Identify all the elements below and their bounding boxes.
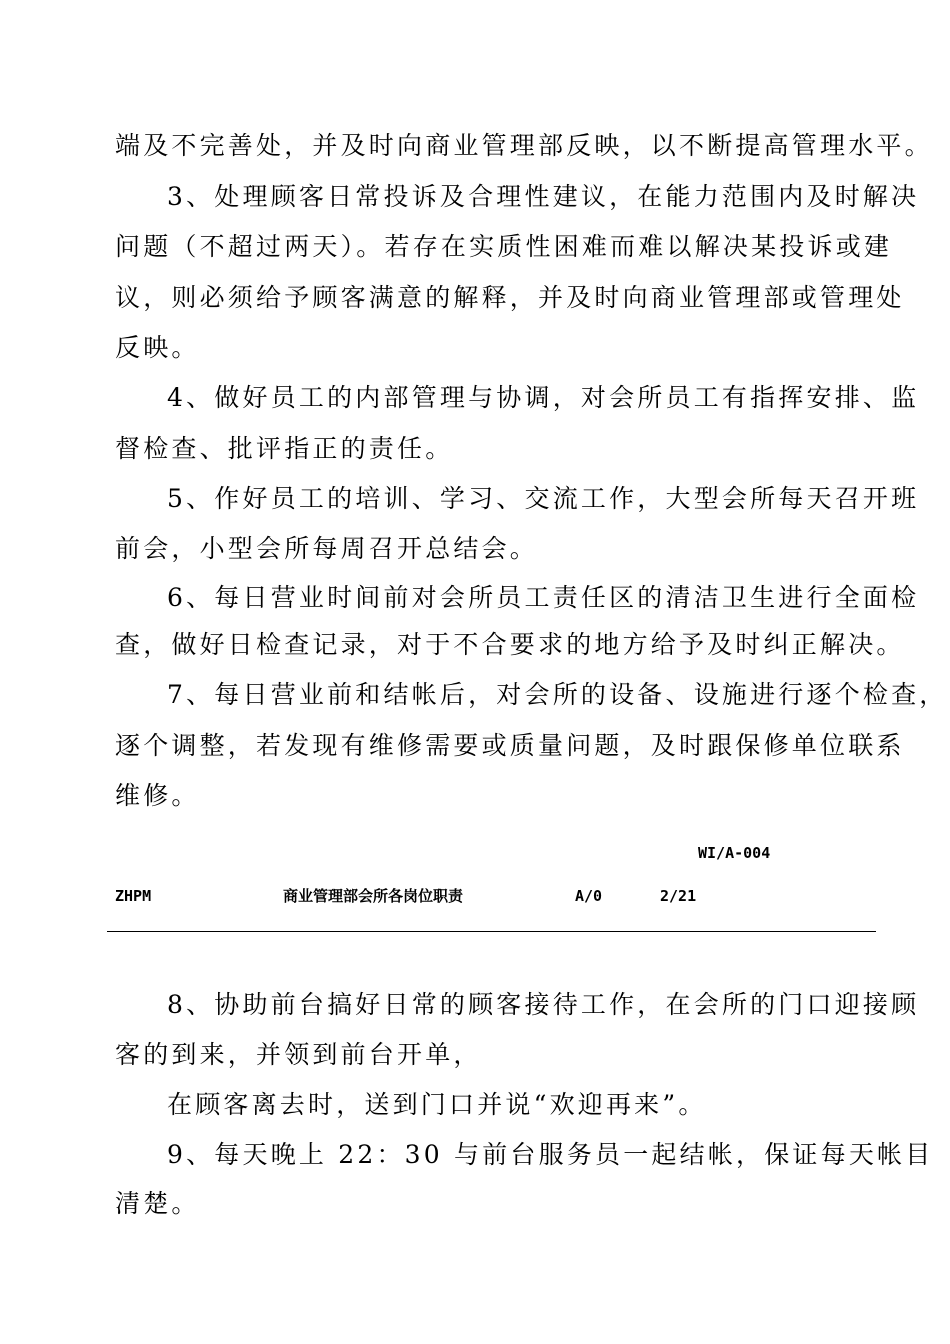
text-line: 3、处理顾客日常投诉及合理性建议，在能力范围内及时解决: [167, 182, 920, 211]
text-line: 查，做好日检查记录，对于不合要求的地方给予及时纠正解决。: [115, 630, 905, 659]
page-number: 2/21: [660, 887, 697, 905]
text-line: 9、每天晚上 22：30 与前台服务员一起结帐，保证每天帐目: [167, 1140, 934, 1169]
text-line: 客的到来，并领到前台开单，: [115, 1040, 482, 1069]
doc-title: 商业管理部会所各岗位职责: [283, 887, 464, 905]
text-line: 清楚。: [115, 1189, 200, 1218]
text-line: 反映。: [115, 333, 200, 362]
company-code: ZHPM: [115, 887, 152, 905]
text-line: 在顾客离去时，送到门口并说“欢迎再来”。: [167, 1090, 707, 1119]
text-line: 前会，小型会所每周召开总结会。: [115, 534, 539, 563]
doc-version: A/0: [575, 887, 603, 905]
text-line: 议，则必须给予顾客满意的解释，并及时向商业管理部或管理处: [115, 283, 905, 312]
text-line: 端及不完善处，并及时向商业管理部反映，以不断提高管理水平。: [115, 131, 933, 160]
text-line: 8、协助前台搞好日常的顾客接待工作，在会所的门口迎接顾: [167, 990, 920, 1019]
text-line: 问题（不超过两天）。若存在实质性困难而难以解决某投诉或建: [115, 232, 893, 261]
header-divider: [107, 931, 876, 932]
text-line: 4、做好员工的内部管理与协调，对会所员工有指挥安排、监: [167, 383, 920, 412]
doc-code: WI/A-004: [698, 844, 771, 862]
text-line: 逐个调整，若发现有维修需要或质量问题，及时跟保修单位联系: [115, 731, 905, 760]
text-line: 7、每日营业前和结帐后，对会所的设备、设施进行逐个检查，: [167, 680, 948, 709]
text-line: 5、作好员工的培训、学习、交流工作，大型会所每天召开班: [167, 484, 920, 513]
text-line: 督检查、批评指正的责任。: [115, 434, 454, 463]
text-line: 6、每日营业时间前对会所员工责任区的清洁卫生进行全面检: [167, 583, 920, 612]
text-line: 维修。: [115, 781, 200, 810]
